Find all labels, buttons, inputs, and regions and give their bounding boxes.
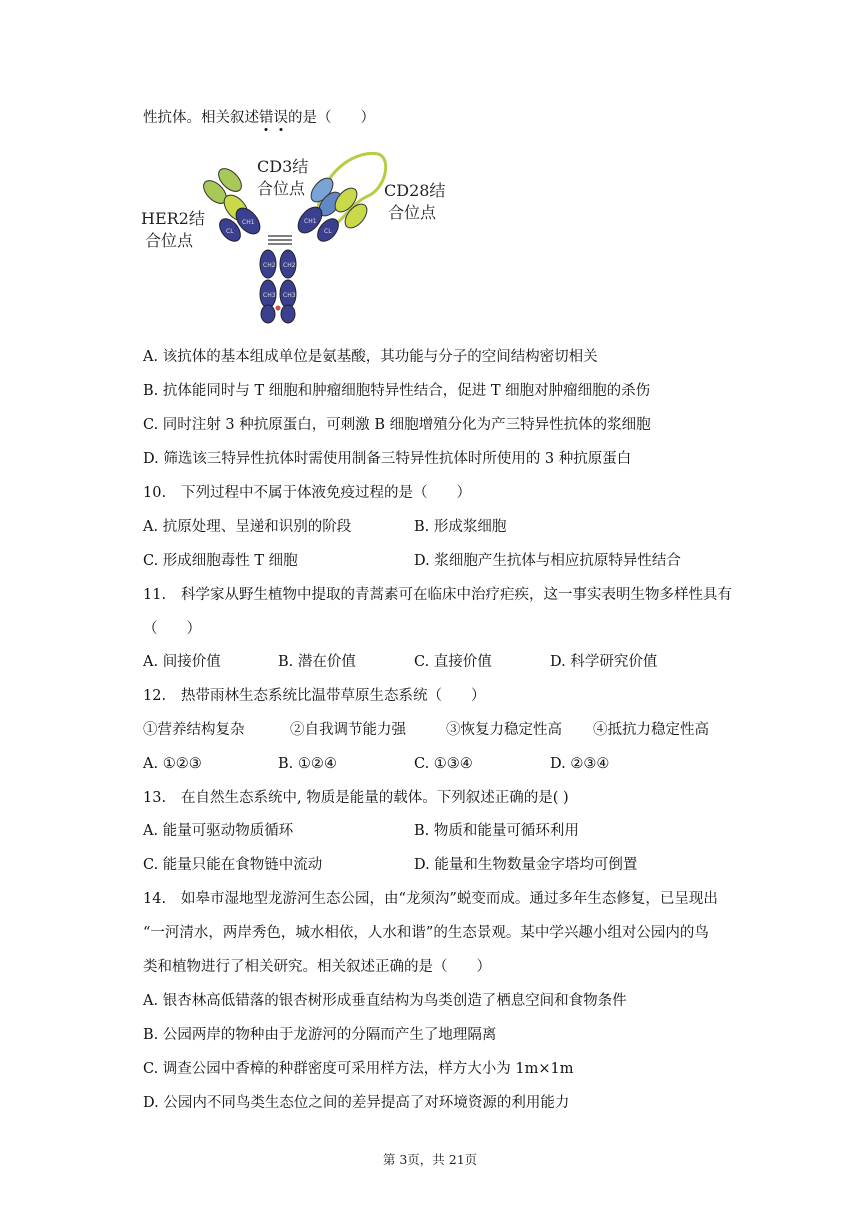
ch2-label: CH2 [283, 262, 296, 269]
q13-option-b: B. 物质和能量可循环利用 [414, 823, 579, 839]
q12-number: 12. [143, 688, 167, 704]
her2-label-line2: 合位点 [145, 231, 194, 250]
q9-option-a: A. 该抗体的基本组成单位是氨基酸，其功能与分子的空间结构密切相关 [143, 349, 598, 365]
q14-option-a: A. 银杏林高低错落的银杏树形成垂直结构为鸟类创造了栖息空间和食物条件 [143, 993, 627, 1009]
trispecific-antibody-figure [140, 146, 460, 326]
ch1-label: CH1 [242, 219, 255, 226]
q12-item-4: ④抵抗力稳定性高 [593, 722, 709, 738]
ch3-tail-right [281, 305, 295, 323]
cd3-label-line1: CD3结 [257, 157, 309, 176]
cd28-label-line1: CD28结 [384, 181, 446, 200]
q12-item-2: ②自我调节能力强 [290, 722, 406, 738]
q10-stem [143, 483, 471, 503]
q10-option-d: D. 浆细胞产生抗体与相应抗原特异性结合 [414, 553, 681, 569]
q9-option-c: C. 同时注射 3 种抗原蛋白，可刺激 B 细胞增殖分化为产三特异性抗体的浆细胞 [143, 417, 651, 433]
ch3-label: CH3 [283, 292, 296, 299]
q12-option-b: B. ①②④ [278, 756, 337, 772]
page-footer: 第 3页，共 21页 [382, 1152, 478, 1167]
q12-stem [143, 686, 486, 706]
q9-option-d: D. 筛选该三特异性抗体时需使用制备三特异性抗体时所使用的 3 种抗原蛋白 [143, 451, 632, 467]
q12-item-3: ③恢复力稳定性高 [446, 722, 562, 738]
q13-option-d: D. 能量和生物数量金字塔均可倒置 [414, 857, 638, 873]
q14-stem [143, 889, 718, 909]
q9-emphasis-char: 错 [259, 110, 274, 126]
q12-option-a: A. ①②③ [143, 756, 202, 772]
ch1-label: CH1 [304, 218, 317, 225]
ch3-label: CH3 [263, 292, 276, 299]
q12-option-c: C. ①③④ [414, 756, 473, 772]
q14-option-c: C. 调查公园中香樟的种群密度可采用样方法，样方大小为 1m×1m [143, 1061, 574, 1077]
cl-label: CL [226, 228, 234, 235]
q9-stem-text: 的是（ ） [288, 110, 375, 126]
q9-stem-text: 性抗体。相关叙述 [143, 110, 259, 126]
q11-option-b: B. 潜在价值 [278, 654, 356, 670]
q13-option-a: A. 能量可驱动物质循环 [143, 823, 294, 839]
q13-number: 13. [143, 790, 167, 806]
q11-option-a: A. 间接价值 [143, 654, 221, 670]
q11-stem-text: 科学家从野生植物中提取的青蒿素可在临床中治疗疟疾，这一事实表明生物多样性具有 [181, 587, 732, 603]
q12-option-d: D. ②③④ [550, 756, 610, 772]
cd28-label-line2: 合位点 [388, 203, 437, 222]
q14-stem-line2: “一河清水，两岸秀色，城水相依，人水和谐”的生态景观。某中学兴趣小组对公园内的鸟 [143, 925, 709, 941]
q11-option-c: C. 直接价值 [414, 654, 492, 670]
q9-emphasis-char: 误 [273, 110, 288, 126]
ch2-label: CH2 [263, 262, 276, 269]
q13-option-c: C. 能量只能在食物链中流动 [143, 857, 323, 873]
q10-option-a: A. 抗原处理、呈递和识别的阶段 [143, 519, 352, 535]
q9-stem [143, 108, 375, 128]
q10-option-b: B. 形成浆细胞 [414, 519, 507, 535]
q14-option-d: D. 公园内不同鸟类生态位之间的差异提高了对环境资源的利用能力 [143, 1095, 570, 1111]
q14-option-b: B. 公园两岸的物种由于龙游河的分隔而产生了地理隔离 [143, 1027, 497, 1043]
q10-stem-text: 下列过程中不属于体液免疫过程的是（ ） [181, 485, 471, 501]
q11-stem [143, 585, 732, 605]
q10-number: 10. [143, 485, 167, 501]
q11-option-d: D. 科学研究价值 [550, 654, 658, 670]
ch3-tail-left [261, 305, 275, 323]
knob-hole-marker [276, 306, 281, 311]
q9-option-b: B. 抗体能同时与 T 细胞和肿瘤细胞特异性结合，促进 T 细胞对肿瘤细胞的杀伤 [143, 383, 651, 399]
q13-stem-text: 在自然生态系统中, 物质是能量的载体。下列叙述正确的是( ) [181, 790, 569, 806]
her2-label-line1: HER2结 [141, 209, 205, 228]
q14-stem-line3: 类和植物进行了相关研究。相关叙述正确的是（ ） [143, 959, 491, 975]
cd3-label-line2: 合位点 [257, 179, 306, 198]
q14-stem-text: 如皋市湿地型龙游河生态公园，由“龙须沟”蜕变而成。通过多年生态修复，已呈现出 [181, 891, 718, 907]
q13-stem [143, 788, 569, 808]
cl-label: CL [324, 228, 332, 235]
q12-stem-text: 热带雨林生态系统比温带草原生态系统（ ） [181, 688, 486, 704]
q12-item-1: ①营养结构复杂 [143, 722, 245, 738]
q10-option-c: C. 形成细胞毒性 T 细胞 [143, 553, 298, 569]
q14-number: 14. [143, 891, 167, 907]
q11-number: 11. [143, 587, 167, 603]
q11-stem-line2: （ ） [143, 621, 201, 637]
